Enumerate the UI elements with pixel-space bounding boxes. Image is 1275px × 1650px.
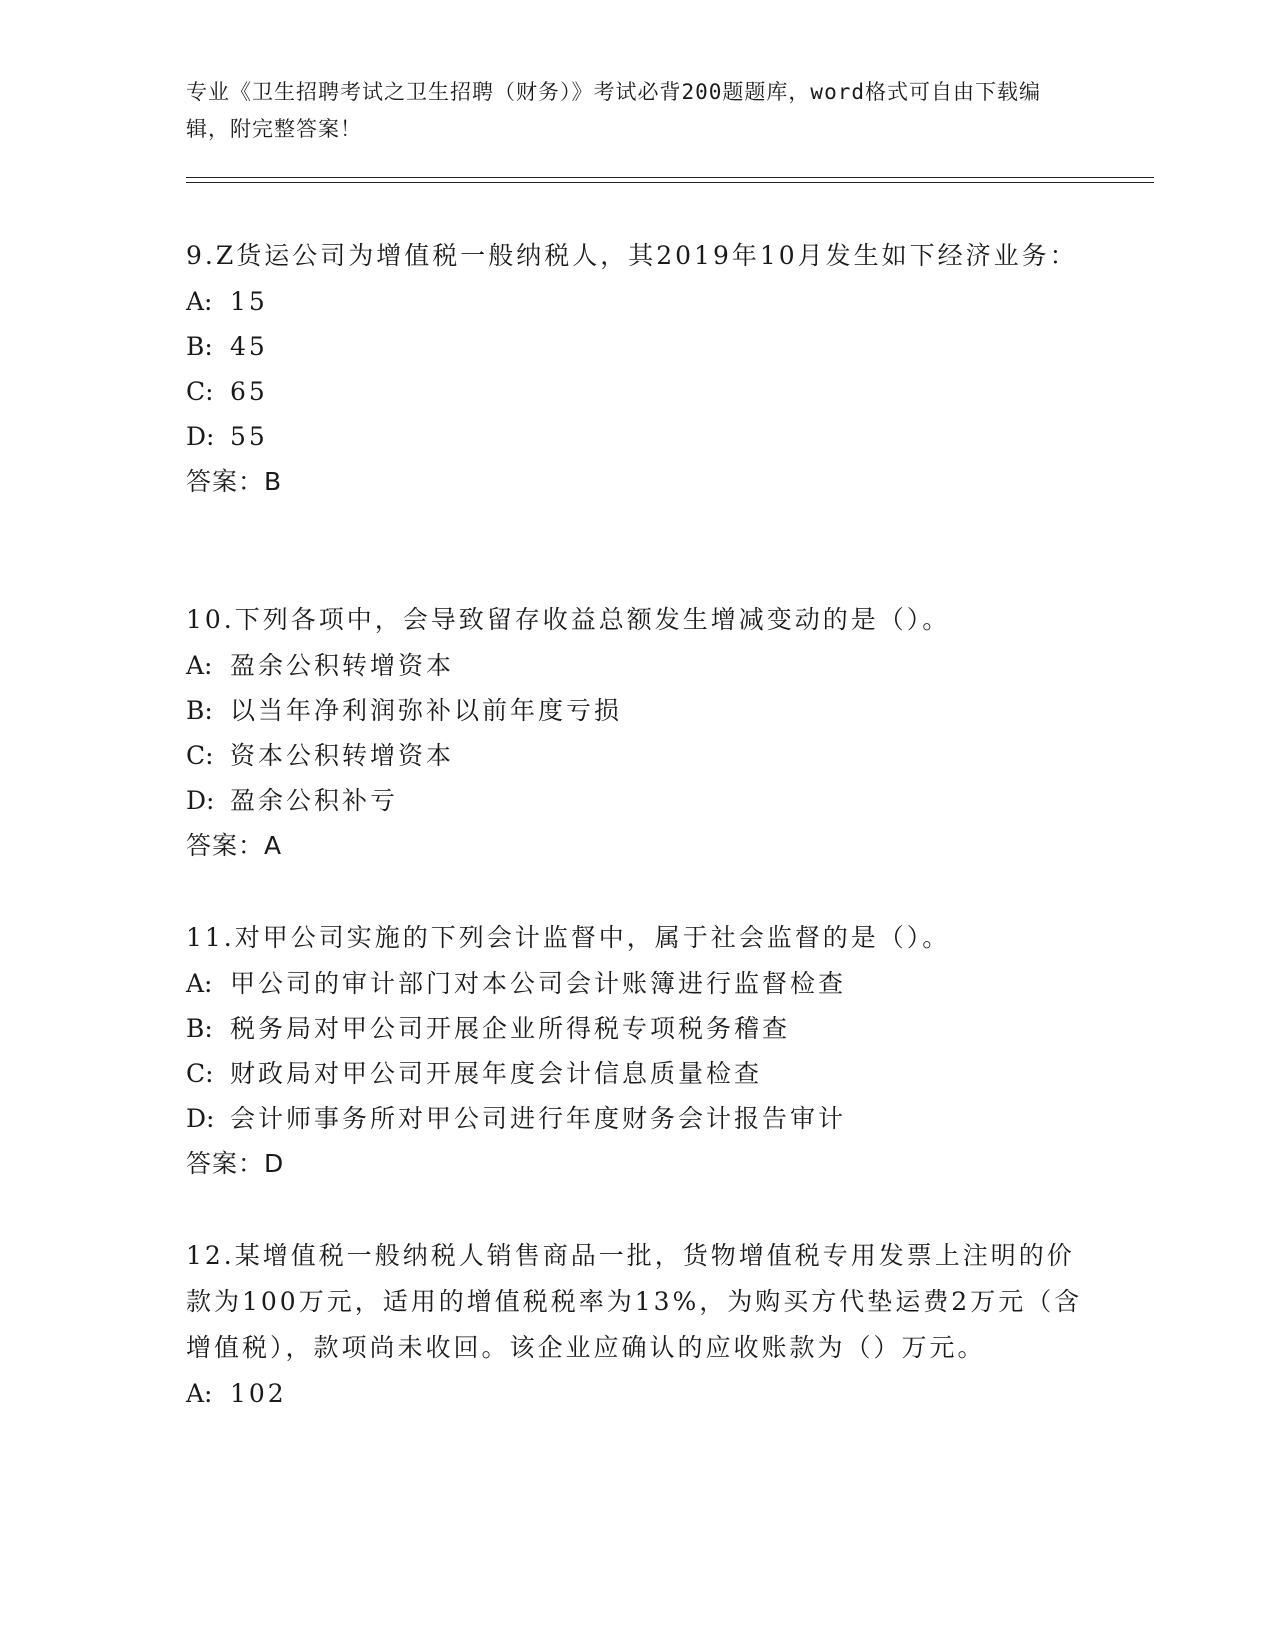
question-text: 11.对甲公司实施的下列会计监督中，属于社会监督的是（）。 <box>186 923 951 952</box>
question-10 <box>186 597 1086 868</box>
option-text: 15 <box>230 287 268 316</box>
option-text: 102 <box>230 1379 287 1408</box>
option-text: 盈余公积转增资本 <box>230 651 455 680</box>
option-text: 会计师事务所对甲公司进行年度财务会计报告审计 <box>230 1104 847 1133</box>
option-label: A: <box>186 969 213 998</box>
option-label: A: <box>186 651 213 680</box>
option-text: 财政局对甲公司开展年度会计信息质量检查 <box>230 1059 763 1088</box>
question-text: 10.下列各项中，会导致留存收益总额发生增减变动的是（）。 <box>186 605 951 634</box>
question-text: 9.Z货运公司为增值税一般纳税人，其2019年10月发生如下经济业务： <box>186 241 1078 270</box>
option-label: B: <box>186 1014 213 1043</box>
option-c <box>186 1051 1086 1096</box>
option-c <box>186 369 1086 414</box>
option-label: D: <box>186 1104 215 1133</box>
option-d <box>186 778 1086 823</box>
option-label: A: <box>186 1379 213 1408</box>
option-text: 盈余公积补亏 <box>230 786 399 815</box>
option-b <box>186 324 1086 369</box>
option-label: D: <box>186 786 215 815</box>
option-a <box>186 279 1086 324</box>
header-divider-top <box>186 177 1154 178</box>
option-d <box>186 414 1086 459</box>
option-a <box>186 1371 1086 1416</box>
option-a <box>186 961 1086 1006</box>
option-text: 55 <box>230 422 268 451</box>
question-text: 12.某增值税一般纳税人销售商品一批，货物增值税专用发票上注明的价款为100万元，适用的增值税税率为13%，为购买方代垫运费2万元（含增值税），款项尚未收回。该企业应确认的应收账款为（）万元。 <box>186 1241 1083 1362</box>
option-label: A: <box>186 287 213 316</box>
option-a <box>186 643 1086 688</box>
option-text: 45 <box>230 332 268 361</box>
answer-line: 答案：D <box>186 1149 285 1178</box>
option-text: 税务局对甲公司开展企业所得税专项税务稽查 <box>230 1014 791 1043</box>
option-c <box>186 733 1086 778</box>
option-text: 65 <box>230 377 268 406</box>
option-text: 甲公司的审计部门对本公司会计账簿进行监督检查 <box>230 969 847 998</box>
option-d <box>186 1096 1086 1141</box>
answer-line: 答案：B <box>186 467 283 496</box>
option-label: C: <box>186 1059 214 1088</box>
option-text: 以当年净利润弥补以前年度亏损 <box>230 696 623 725</box>
option-b <box>186 1006 1086 1051</box>
document-header: 专业《卫生招聘考试之卫生招聘（财务）》考试必背200题题库，word格式可自由下载编辑，附完整答案！ <box>186 80 1041 141</box>
question-9 <box>186 233 1086 504</box>
question-11 <box>186 915 1086 1186</box>
question-12 <box>186 1233 1086 1416</box>
option-label: C: <box>186 741 214 770</box>
header-divider-bottom <box>186 182 1154 183</box>
answer-line: 答案：A <box>186 831 283 860</box>
option-label: C: <box>186 377 214 406</box>
option-text: 资本公积转增资本 <box>230 741 455 770</box>
option-label: D: <box>186 422 215 451</box>
option-label: B: <box>186 696 213 725</box>
option-b <box>186 688 1086 733</box>
option-label: B: <box>186 332 213 361</box>
